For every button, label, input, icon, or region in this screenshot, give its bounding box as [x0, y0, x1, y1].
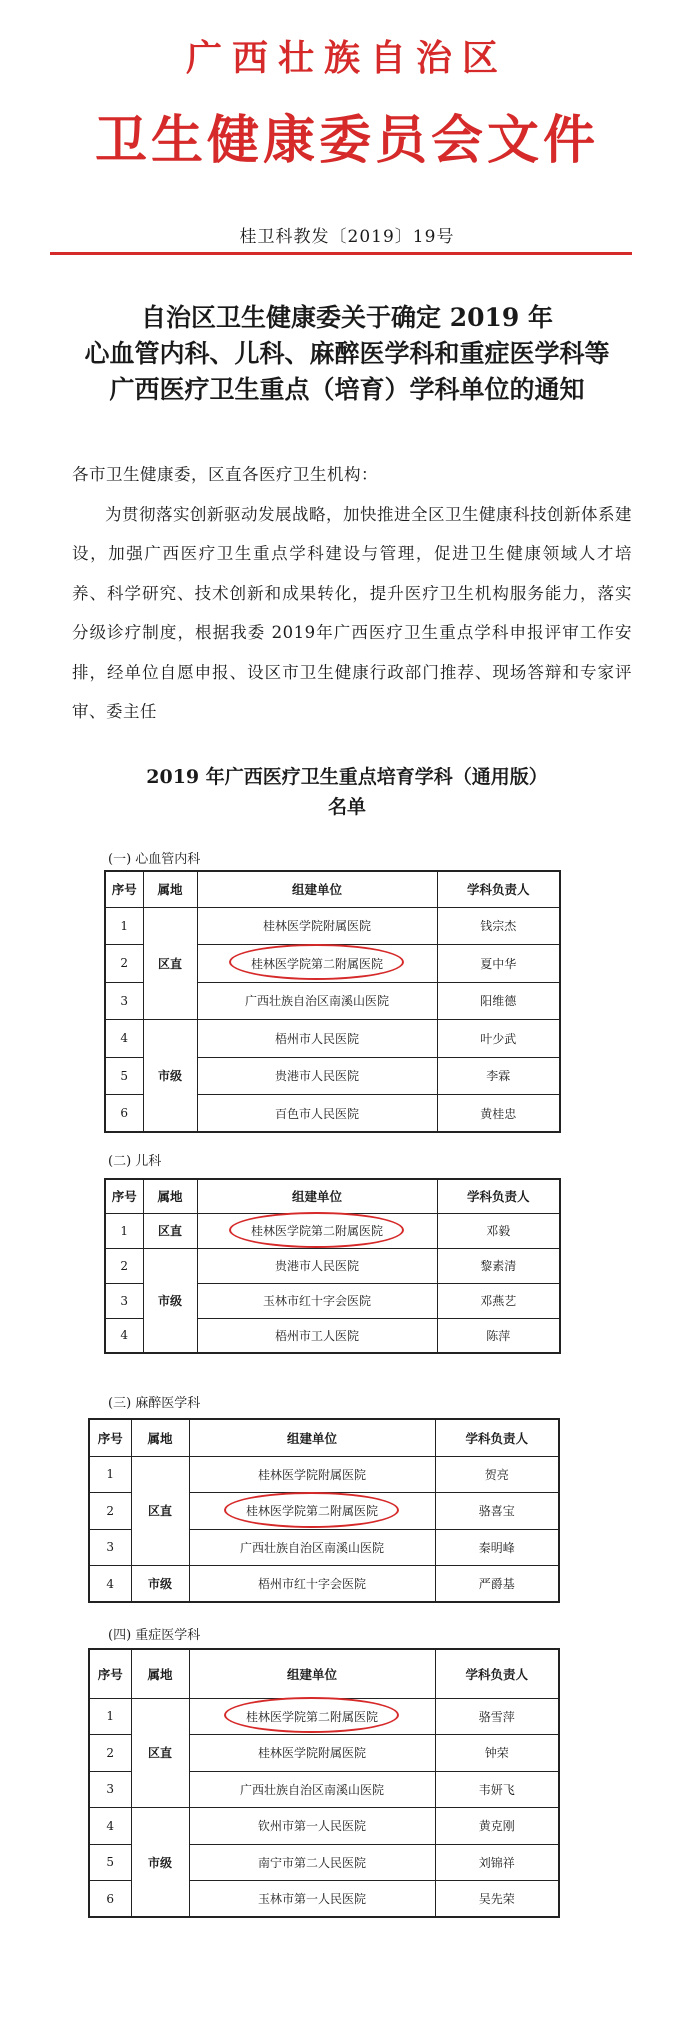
salutation: 各市卫生健康委，区直各医疗卫生机构： — [72, 465, 378, 484]
row-unit: 玉林市红十字会医院 — [197, 1283, 437, 1318]
header-lead: 学科负责人 — [437, 871, 560, 907]
header-region: 属地 — [143, 1179, 197, 1213]
row-unit: 桂林医学院第二附属医院 — [189, 1493, 435, 1530]
row-no: 2 — [89, 1493, 131, 1530]
row-unit: 广西壮族自治区南溪山医院 — [189, 1529, 435, 1566]
table-cardiology — [104, 870, 561, 1133]
row-lead: 骆喜宝 — [435, 1493, 559, 1530]
row-unit: 贵港市人民医院 — [197, 1057, 437, 1095]
row-no: 5 — [89, 1844, 131, 1881]
row-lead: 黄桂忠 — [437, 1095, 560, 1133]
header-unit: 组建单位 — [189, 1649, 435, 1698]
row-lead: 刘锦祥 — [435, 1844, 559, 1881]
row-lead: 黄克刚 — [435, 1808, 559, 1845]
row-unit: 桂林医学院第二附属医院 — [197, 945, 437, 983]
row-region: 区直 — [143, 1213, 197, 1248]
section-label-critical-care: (四) 重症医学科 — [108, 1628, 201, 1643]
row-lead: 钟荣 — [435, 1735, 559, 1772]
row-region: 区直 — [143, 907, 197, 1020]
row-region: 区直 — [131, 1698, 189, 1808]
table-header-row — [105, 871, 560, 907]
header-no: 序号 — [89, 1649, 131, 1698]
doc-number: 桂卫科教发〔2019〕19号 — [239, 227, 455, 247]
table-row — [89, 1566, 559, 1603]
row-no: 3 — [89, 1771, 131, 1808]
row-lead: 钱宗杰 — [437, 907, 560, 945]
row-lead: 黎素清 — [437, 1248, 560, 1283]
row-lead: 李霖 — [437, 1057, 560, 1095]
table-row — [105, 907, 560, 945]
row-lead: 吴先荣 — [435, 1881, 559, 1918]
row-no: 2 — [105, 945, 143, 983]
table-header-row — [105, 1179, 560, 1213]
row-unit: 桂林医学院第二附属医院 — [189, 1698, 435, 1735]
row-unit: 贵港市人民医院 — [197, 1248, 437, 1283]
row-no: 4 — [105, 1020, 143, 1058]
row-lead: 阳维德 — [437, 982, 560, 1020]
row-unit: 百色市人民医院 — [197, 1095, 437, 1133]
table-row — [105, 1248, 560, 1283]
row-no: 6 — [89, 1881, 131, 1918]
header-org: 广西壮族自治区 — [185, 37, 508, 79]
row-unit: 桂林医学院附属医院 — [189, 1456, 435, 1493]
row-unit: 广西壮族自治区南溪山医院 — [197, 982, 437, 1020]
row-no: 4 — [105, 1318, 143, 1353]
body-paragraph: 为贯彻落实创新驱动发展战略，加快推进全区卫生健康科技创新体系建设，加强广西医疗卫生重点学科建设与管理，促进卫生健康领域人才培养、科学研究、技术创新和成果转化，提升医疗卫生机构服务能力，落实分级诊疗制度，根据我委 2019年广西医疗卫生重点学科申报评审工作安排，经单位自愿申报、设区市卫生健康行政部门推荐、现场答辩和专家评审、委主任 — [72, 504, 632, 721]
row-no: 3 — [105, 1283, 143, 1318]
red-divider — [50, 252, 632, 255]
row-lead: 骆雪萍 — [435, 1698, 559, 1735]
row-lead: 秦明峰 — [435, 1529, 559, 1566]
row-region: 市级 — [143, 1020, 197, 1133]
header-unit: 组建单位 — [189, 1419, 435, 1456]
row-lead: 夏中华 — [437, 945, 560, 983]
row-unit: 玉林市第一人民医院 — [189, 1881, 435, 1918]
header-region: 属地 — [131, 1419, 189, 1456]
row-lead: 邓燕艺 — [437, 1283, 560, 1318]
table-anesthesiology — [88, 1418, 560, 1603]
row-no: 6 — [105, 1095, 143, 1133]
section-label-cardiology: (一) 心血管内科 — [108, 852, 201, 867]
table-row — [89, 1456, 559, 1493]
header-unit: 组建单位 — [197, 871, 437, 907]
row-unit: 钦州市第一人民医院 — [189, 1808, 435, 1845]
row-no: 1 — [105, 1213, 143, 1248]
header-lead: 学科负责人 — [435, 1419, 559, 1456]
header-no: 序号 — [105, 1179, 143, 1213]
title-line-1: 自治区卫生健康委关于确定 2019 年 — [141, 303, 553, 332]
table-header-row — [89, 1419, 559, 1456]
title-line-3: 广西医疗卫生重点（培育）学科单位的通知 — [109, 375, 585, 404]
row-no: 1 — [105, 907, 143, 945]
table-row — [89, 1808, 559, 1845]
row-unit: 桂林医学院附属医院 — [197, 907, 437, 945]
row-unit: 广西壮族自治区南溪山医院 — [189, 1771, 435, 1808]
row-unit: 桂林医学院第二附属医院 — [197, 1213, 437, 1248]
list-title-line-1: 2019 年广西医疗卫生重点培育学科（通用版） — [146, 766, 548, 788]
header-region: 属地 — [143, 871, 197, 907]
table-header-row — [89, 1649, 559, 1698]
section-label-anesthesiology: (三) 麻醉医学科 — [108, 1396, 201, 1411]
row-unit: 南宁市第二人民医院 — [189, 1844, 435, 1881]
row-no: 4 — [89, 1808, 131, 1845]
header-no: 序号 — [105, 871, 143, 907]
table-row — [105, 1020, 560, 1058]
row-region: 市级 — [131, 1566, 189, 1603]
table-pediatrics — [104, 1178, 561, 1354]
row-no: 3 — [89, 1529, 131, 1566]
table-row — [89, 1698, 559, 1735]
header-no: 序号 — [89, 1419, 131, 1456]
row-lead: 韦妍飞 — [435, 1771, 559, 1808]
row-no: 3 — [105, 982, 143, 1020]
header-region: 属地 — [131, 1649, 189, 1698]
section-label-pediatrics: (二) 儿科 — [108, 1154, 162, 1169]
row-lead: 陈萍 — [437, 1318, 560, 1353]
table-critical-care — [88, 1648, 560, 1918]
row-region: 区直 — [131, 1456, 189, 1566]
notice-body — [72, 455, 632, 732]
table-row — [105, 1213, 560, 1248]
row-unit: 梧州市工人医院 — [197, 1318, 437, 1353]
title-line-2: 心血管内科、儿科、麻醉医学科和重症医学科等 — [84, 339, 610, 368]
row-region: 市级 — [143, 1248, 197, 1353]
row-lead: 叶少武 — [437, 1020, 560, 1058]
row-no: 1 — [89, 1698, 131, 1735]
row-unit: 梧州市红十字会医院 — [189, 1566, 435, 1603]
row-no: 1 — [89, 1456, 131, 1493]
row-no: 2 — [89, 1735, 131, 1772]
header-unit: 组建单位 — [197, 1179, 437, 1213]
notice-title — [0, 300, 694, 408]
row-region: 市级 — [131, 1808, 189, 1918]
row-no: 2 — [105, 1248, 143, 1283]
row-unit: 梧州市人民医院 — [197, 1020, 437, 1058]
header-doc-type: 卫生健康委员会文件 — [94, 110, 599, 171]
header-lead: 学科负责人 — [437, 1179, 560, 1213]
row-unit: 桂林医学院附属医院 — [189, 1735, 435, 1772]
row-lead: 邓毅 — [437, 1213, 560, 1248]
row-lead: 严爵基 — [435, 1566, 559, 1603]
list-title — [0, 762, 694, 822]
header-lead: 学科负责人 — [435, 1649, 559, 1698]
row-lead: 贺亮 — [435, 1456, 559, 1493]
row-no: 5 — [105, 1057, 143, 1095]
row-no: 4 — [89, 1566, 131, 1603]
list-title-line-2: 名单 — [327, 796, 366, 818]
